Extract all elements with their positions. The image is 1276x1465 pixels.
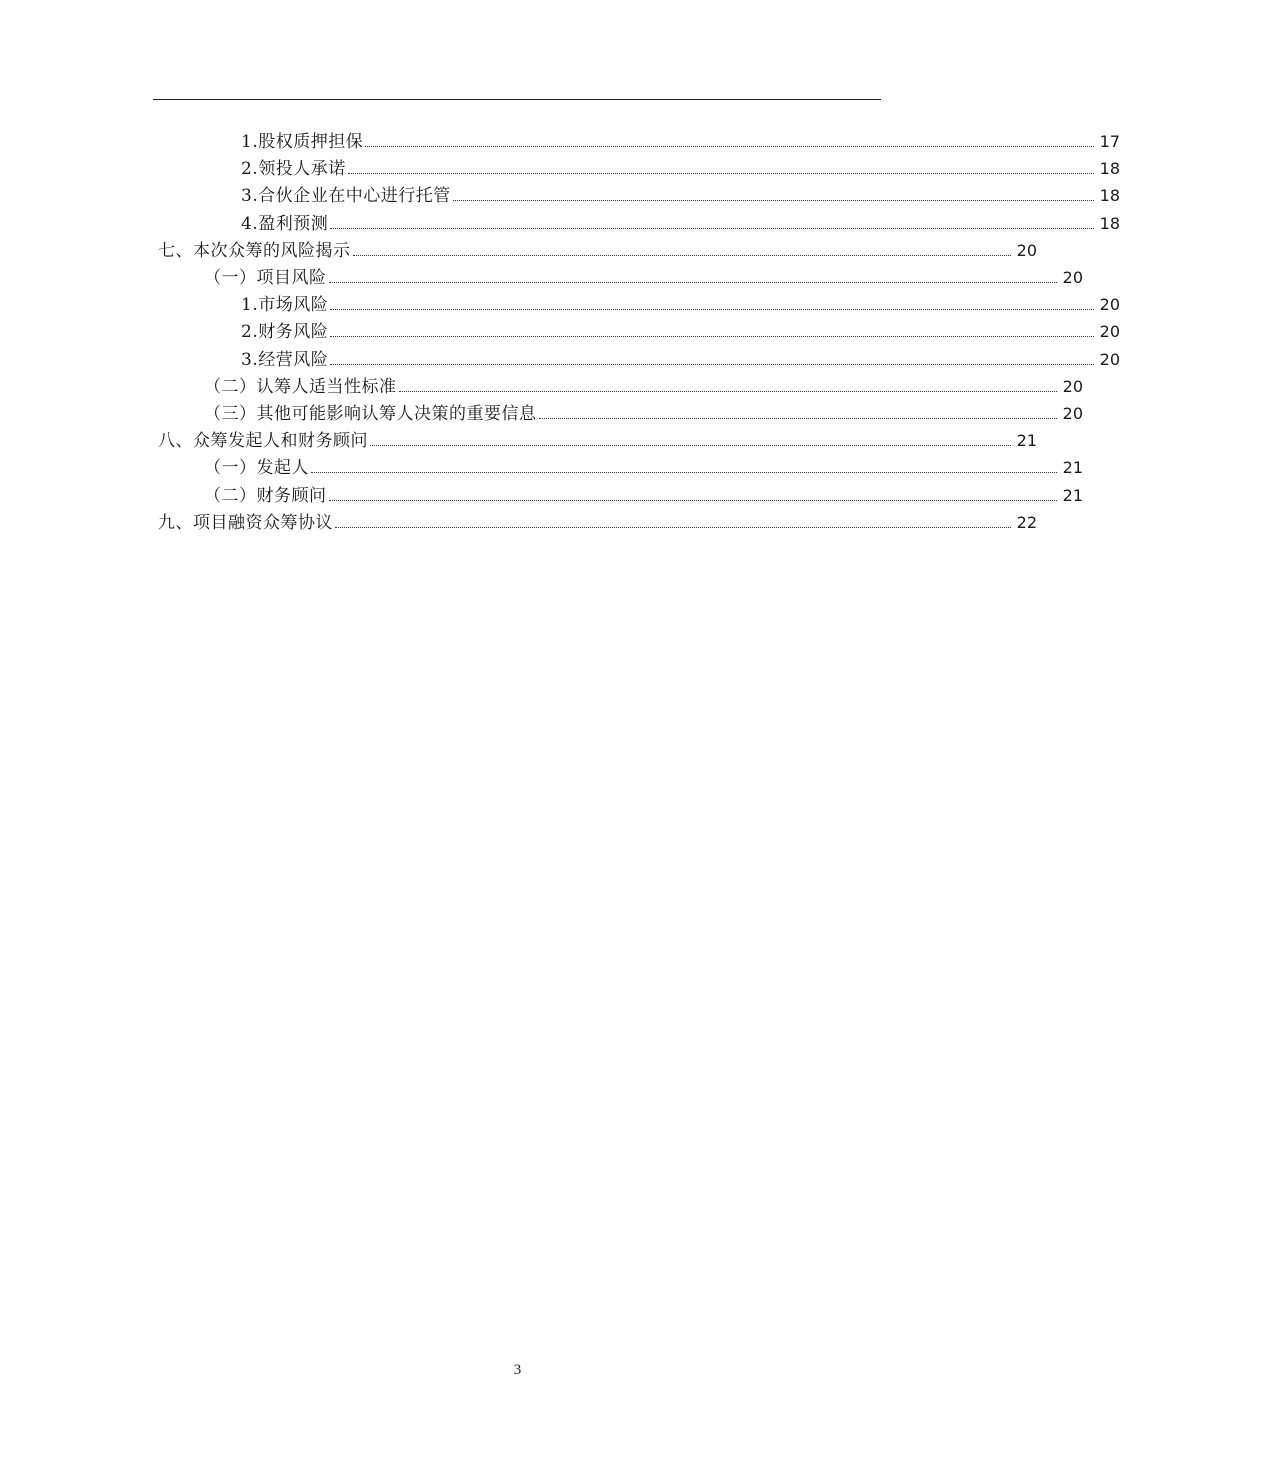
toc-entry-label: 1.市场风险 [241,295,329,316]
toc-entry-page: 20 [1062,268,1083,287]
header-rule [153,99,881,100]
toc-dot-leader [335,526,1011,528]
toc-entry-label: 3.合伙企业在中心进行托管 [241,186,451,207]
toc-entry-page: 20 [1099,295,1120,315]
toc-entry-label: 九、项目融资众筹协议 [158,512,333,533]
toc-entry-label: （二）财务顾问 [204,485,327,506]
toc-entry[interactable] [0,128,1276,155]
toc-dot-leader [330,363,1094,365]
toc-entry[interactable] [0,482,1239,509]
toc-entry-label: （三）其他可能影响认筹人决策的重要信息 [204,404,537,424]
toc-dot-leader [399,390,1058,392]
toc-entry-page: 20 [1016,240,1037,260]
toc-entry-page: 17 [1099,132,1120,151]
toc-entry-page: 18 [1099,213,1120,233]
toc-entry-page: 21 [1016,431,1037,451]
toc-dot-leader [539,417,1058,419]
toc-entry[interactable] [0,509,1193,536]
toc-entry[interactable] [0,400,1239,427]
toc-entry[interactable] [0,346,1276,373]
page-number: 3 [513,1362,522,1378]
toc-entry-label: 4.盈利预测 [241,213,329,234]
toc-entry[interactable] [0,373,1239,400]
toc-dot-leader [329,281,1058,283]
toc-entry-label: 3.经营风险 [241,349,329,370]
toc-dot-leader [330,335,1094,337]
toc-entry[interactable] [0,427,1193,454]
toc-entry-label: 2.领投人承诺 [241,159,346,180]
toc-entry[interactable] [0,318,1276,345]
toc-entry[interactable] [0,454,1239,481]
toc-dot-leader [348,172,1094,174]
toc-dot-leader [330,308,1094,310]
toc-entry[interactable] [0,182,1276,209]
toc-entry-label: （一）项目风险 [204,268,327,288]
toc-entry[interactable] [0,155,1276,182]
toc-entry-page: 20 [1099,322,1120,342]
toc-dot-leader [330,227,1094,229]
toc-dot-leader [453,199,1094,201]
toc-entry-label: 2.财务风险 [241,322,329,343]
toc-dot-leader [311,471,1057,473]
toc-dot-leader [329,499,1058,501]
toc-entry-label: 八、众筹发起人和财务顾问 [158,431,368,452]
toc-entry[interactable] [0,237,1193,264]
toc-entry-page: 18 [1099,159,1120,179]
toc-entry[interactable] [0,264,1239,291]
toc-dot-leader [365,145,1094,147]
toc-entry-page: 20 [1099,349,1120,369]
toc-dot-leader [353,254,1012,256]
toc-entry[interactable] [0,291,1276,318]
toc-entry-page: 20 [1062,376,1083,396]
toc-entry-page: 21 [1062,458,1083,478]
toc-entry-page: 18 [1099,186,1120,206]
toc-entry-page: 21 [1062,485,1083,505]
toc-entry-label: （二）认筹人适当性标准 [204,376,397,397]
toc-entry-page: 22 [1016,512,1037,532]
toc-entry-label: （一）发起人 [204,458,309,479]
toc-entry[interactable] [0,210,1276,237]
toc-dot-leader [370,444,1011,446]
toc-entry-label: 1.股权质押担保 [241,132,364,152]
toc-entry-label: 七、本次众筹的风险揭示 [158,240,351,261]
toc-entry-page: 20 [1062,404,1083,423]
